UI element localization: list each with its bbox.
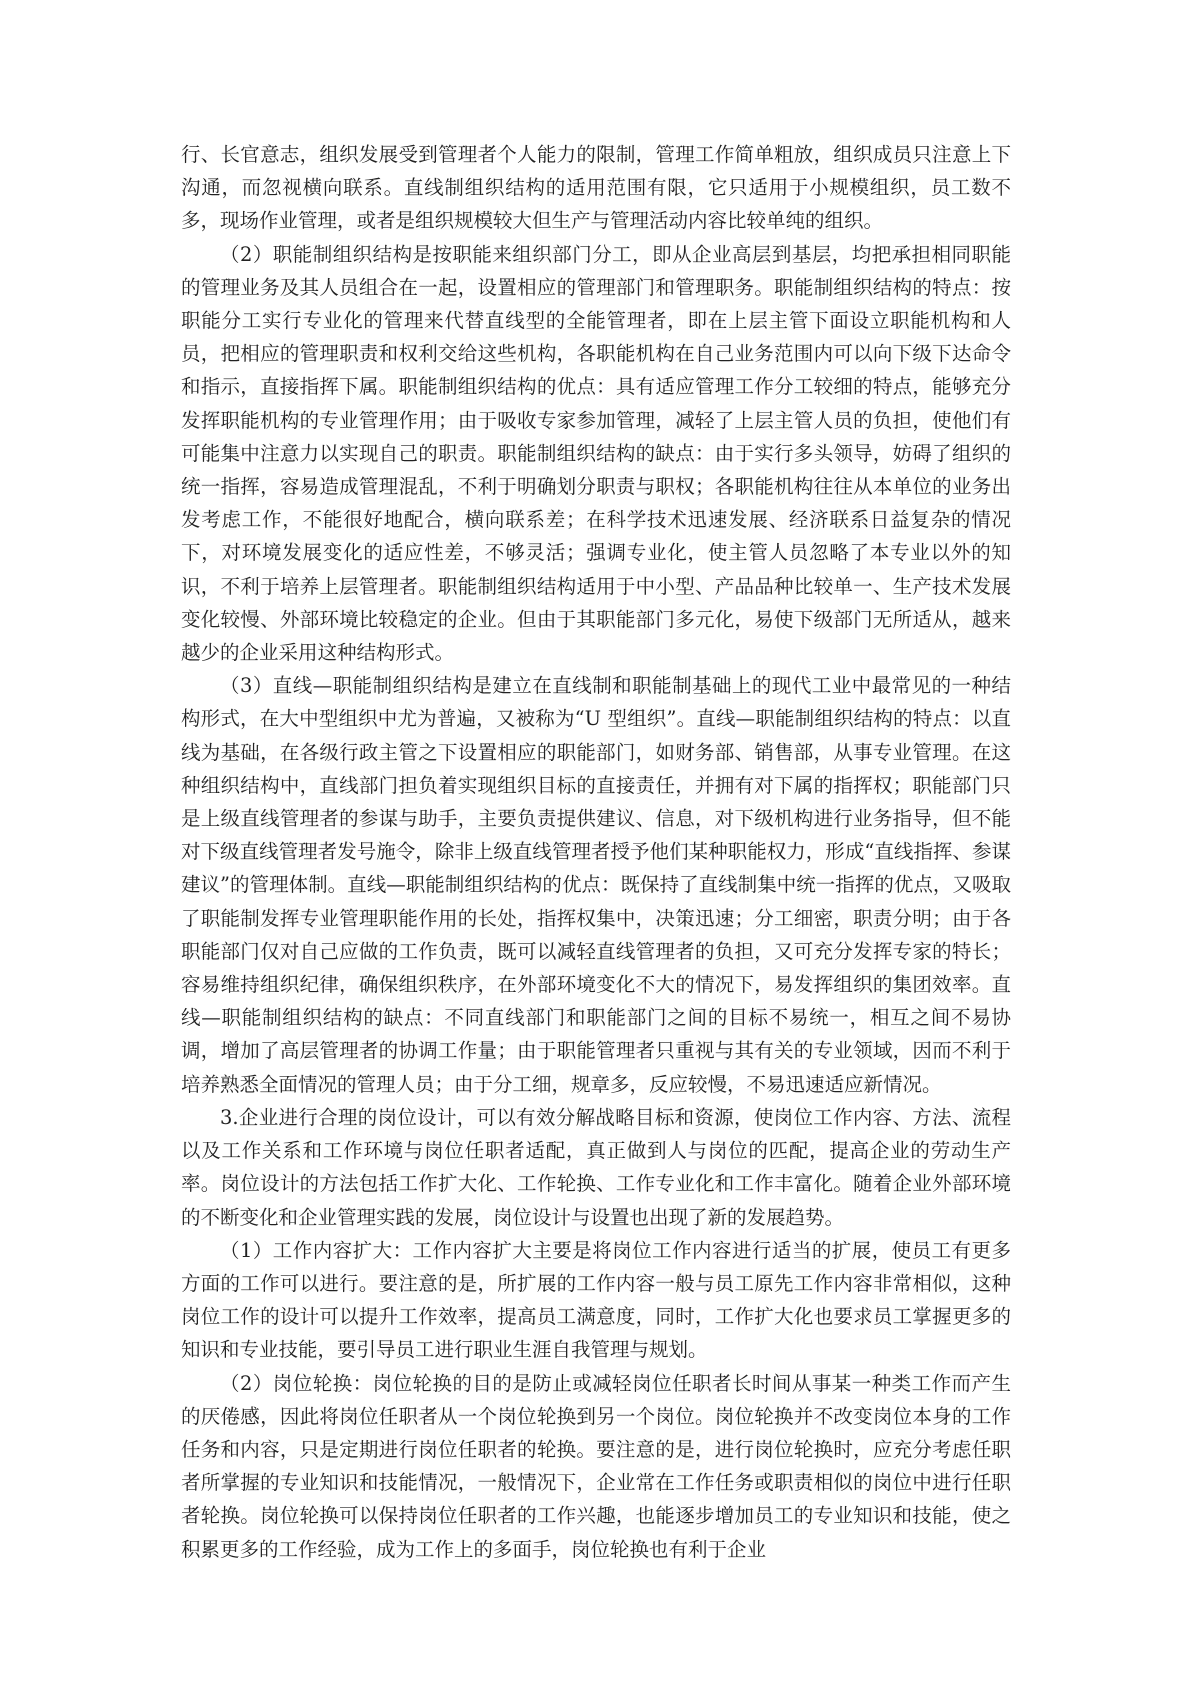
paragraph-job-enlargement: （1）工作内容扩大：工作内容扩大主要是将岗位工作内容进行适当的扩展，使员工有更多方面的工作可以进行。要注意的是，所扩展的工作内容一般与员工原先工作内容非常相似，这种岗位工作的设计可以提升工作效率，提高员工满意度，同时，工作扩大化也要求员工掌握更多的知识和专业技能，要引导员工进行职业生涯自我管理与规划。 [181,1238,1011,1362]
paragraph-job-rotation: （2）岗位轮换：岗位轮换的目的是防止或减轻岗位任职者长时间从事某一种类工作而产生的厌倦感，因此将岗位任职者从一个岗位轮换到另一个岗位。岗位轮换并不改变岗位本身的工作任务和内容，只是定期进行岗位任职者的轮换。要注意的是，进行岗位轮换时，应充分考虑任职者所掌握的专业知识和技能情况，一般情况下，企业常在工作任务或职责相似的岗位中进行任职者轮换。岗位轮换可以保持岗位任职者的工作兴趣，也能逐步增加员工的专业知识和技能，使之积累更多的工作经验，成为工作上的多面手，岗位轮换也有利于企业 [181,1371,1011,1561]
document-page [181,138,1011,1566]
paragraph-functional-structure: （2）职能制组织结构是按职能来组织部门分工，即从企业高层到基层，均把承担相同职能的管理业务及其人员组合在一起，设置相应的管理部门和管理职务。职能制组织结构的特点：按职能分工实行专业化的管理来代替直线型的全能管理者，即在上层主管下面设立职能机构和人员，把相应的管理职责和权利交给这些机构，各职能机构在自己业务范围内可以向下级下达命令和指示，直接指挥下属。职能制组织结构的优点：具有适应管理工作分工较细的特点，能够充分发挥职能机构的专业管理作用；由于吸收专家参加管理，减轻了上层主管人员的负担，使他们有可能集中注意力以实现自己的职责。职能制组织结构的缺点：由于实行多头领导，妨碍了组织的统一指挥，容易造成管理混乱，不利于明确划分职责与职权；各职能机构往往从本单位的业务出发考虑工作，不能很好地配合，横向联系差；在科学技术迅速发展、经济联系日益复杂的情况下，对环境发展变化的适应性差，不够灵活；强调专业化，使主管人员忽略了本专业以外的知识，不利于培养上层管理者。职能制组织结构适用于中小型、产品品种比较单一、生产技术发展变化较慢、外部环境比较稳定的企业。但由于其职能部门多元化，易使下级部门无所适从，越来越少的企业采用这种结构形式。 [181,242,1011,665]
paragraph-line-functional-structure: （3）直线—职能制组织结构是建立在直线制和职能制基础上的现代工业中最常见的一种结构形式，在大中型组织中尤为普遍，又被称为“U 型组织”。直线—职能制组织结构的特点：以直线为基础，在各级行政主管之下设置相应的职能部门，如财务部、销售部，从事专业管理。在这种组织结构中，直线部门担负着实现组织目标的直接责任，并拥有对下属的指挥权；职能部门只是上级直线管理者的参谋与助手，主要负责提供建议、信息，对下级机构进行业务指导，但不能对下级直线管理者发号施令，除非上级直线管理者授予他们某种职能权力，形成“直线指挥、参谋建议”的管理体制。直线—职能制组织结构的优点：既保持了直线制集中统一指挥的优点，又吸取了职能制发挥专业管理职能作用的长处，指挥权集中，决策迅速；分工细密，职责分明；由于各职能部门仅对自己应做的工作负责，既可以减轻直线管理者的负担，又可充分发挥专家的特长；容易维持组织纪律，确保组织秩序，在外部环境变化不大的情况下，易发挥组织的集团效率。直线—职能制组织结构的缺点：不同直线部门和职能部门之间的目标不易统一，相互之间不易协调，增加了高层管理者的协调工作量；由于职能管理者只重视与其有关的专业领域，因而不利于培养熟悉全面情况的管理人员；由于分工细，规章多，反应较慢，不易迅速适应新情况。 [181,674,1011,1096]
paragraph-job-design: 3.企业进行合理的岗位设计，可以有效分解战略目标和资源，使岗位工作内容、方法、流程以及工作关系和工作环境与岗位任职者适配，真正做到人与岗位的匹配，提高企业的劳动生产率。岗位设计的方法包括工作扩大化、工作轮换、工作专业化和工作丰富化。随着企业外部环境的不断变化和企业管理实践的发展，岗位设计与设置也出现了新的发展趋势。 [181,1105,1011,1229]
paragraph-continuation: 行、长官意志，组织发展受到管理者个人能力的限制，管理工作简单粗放，组织成员只注意上下沟通，而忽视横向联系。直线制组织结构的适用范围有限，它只适用于小规模组织，员工数不多，现场作业管理，或者是组织规模较大但生产与管理活动内容比较单纯的组织。 [181,143,1011,233]
